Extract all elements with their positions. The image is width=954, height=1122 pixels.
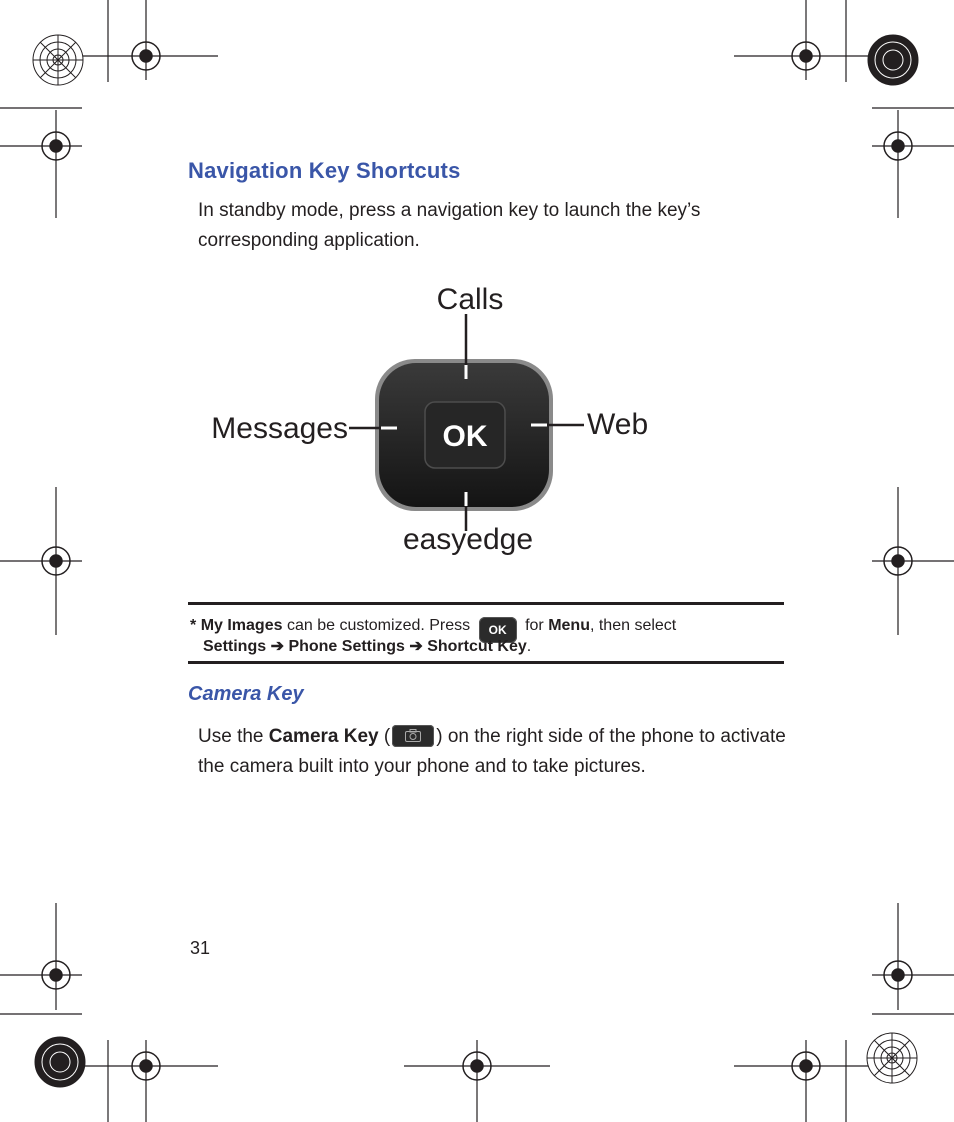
camera-paragraph: [198, 720, 788, 782]
camera-text-pre: Use the: [198, 726, 264, 747]
note-settings: Settings: [203, 638, 267, 655]
note-asterisk: *: [190, 617, 197, 634]
note-phone-settings: Phone Settings: [288, 638, 405, 655]
messages-label: Messages: [211, 412, 348, 445]
ok-key-icon: OK: [479, 617, 517, 643]
section-heading: Navigation Key Shortcuts: [188, 158, 461, 183]
intro-paragraph: In standby mode, press a navigation key to launch the key’s corresponding application.: [198, 200, 701, 251]
note-shortcut-key: Shortcut Key: [427, 638, 527, 655]
calls-label: Calls: [436, 283, 504, 316]
arrow-icon: ➔: [409, 638, 423, 655]
camera-open-paren: (: [383, 726, 391, 747]
ok-key-text: OK: [442, 420, 488, 453]
note-box: [188, 602, 784, 664]
camera-key-icon: [392, 725, 434, 747]
note-period: .: [526, 638, 532, 655]
note-menu: Menu: [548, 617, 590, 634]
camera-key-name: Camera Key: [268, 726, 379, 747]
note-text-1: can be customized. Press: [286, 617, 471, 634]
note-my-images: My Images: [200, 617, 283, 634]
page-number: 31: [190, 938, 211, 958]
easyedge-label: easyedge: [402, 523, 534, 556]
note-text-3: , then select: [589, 617, 677, 634]
camera-key-heading: Camera Key: [188, 683, 304, 705]
camera-text-post: ) on the right side of the phone to activate the camera built into your phone and to take pictures.: [198, 726, 786, 777]
note-text-2: for: [525, 617, 544, 634]
web-label: Web: [587, 408, 649, 441]
note-line-2: [203, 636, 531, 656]
arrow-icon: ➔: [270, 638, 284, 655]
